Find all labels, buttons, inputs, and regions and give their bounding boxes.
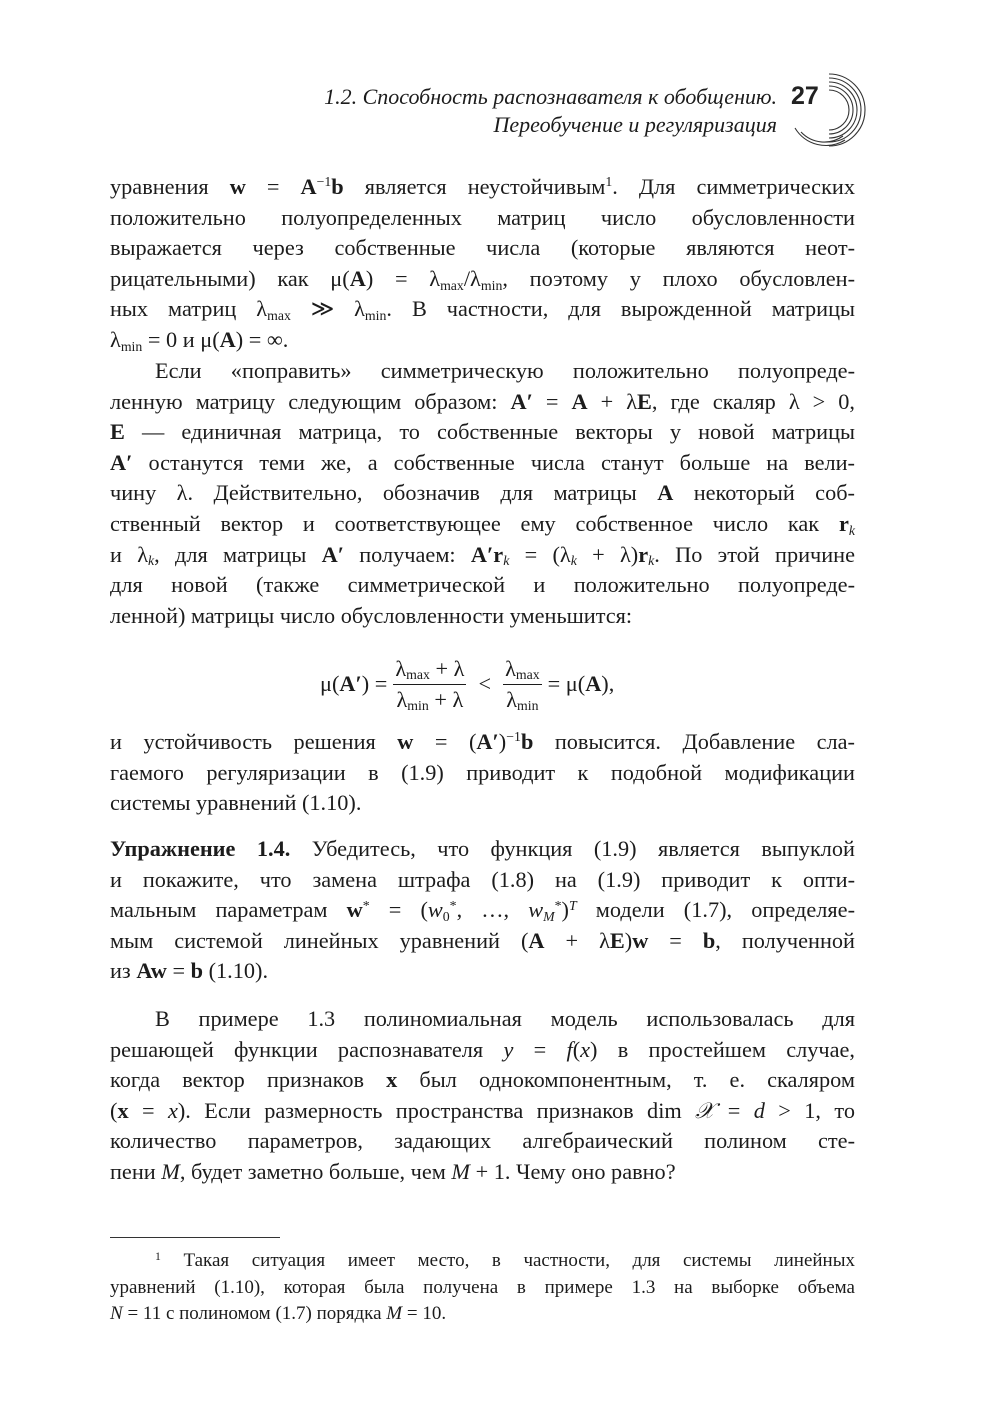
text-line: для новой (также симметрической и положительно полуопреде- xyxy=(110,572,855,598)
text-line: ных матриц $\lambda_{max}$ ≫ $\lambda_{min}$. В частности, для вырожденной матрицы xyxy=(110,296,855,324)
text-line: A′ останутся теми же, а собственные числа станут больше на вели- xyxy=(110,449,855,475)
paragraph-3 xyxy=(110,727,855,819)
text-line: $\lambda_{min} = 0$ и μ(A) = ∞. xyxy=(110,326,289,354)
text-line: Если «поправить» симметрическую положительно полуопреде- xyxy=(155,358,855,383)
text-line: чину λ. Действительно, обозначив для матрицы A некоторый соб- xyxy=(110,480,855,506)
text-line: когда вектор признаков x был однокомпонентным, т. е. скаляром xyxy=(110,1067,855,1093)
formula-lhs: μ(A′) = xyxy=(320,671,388,696)
fraction-2-numerator: $\lambda_{max}$ xyxy=(503,656,542,685)
text-line: Упражнение 1.4. Убедитесь, что функция (1.9) является выпуклой xyxy=(110,836,855,861)
text-line: ленную матрицу следующим образом: A′ = A + λE, где скаляр λ > 0, xyxy=(110,388,855,414)
text-line: положительно полуопределенных матриц число обусловленности xyxy=(110,204,855,230)
text-line: рицательными) как $\mu(A) = \lambda_{max}/\lambda_{min}$, поэтому у плохо обусловлен- xyxy=(110,265,855,293)
paragraph-4 xyxy=(110,1004,855,1188)
text-line: мым системой линейных уравнений (A + λE)w = b, полученной xyxy=(110,927,855,953)
page-number-badge xyxy=(785,70,875,160)
text-line: ственный вектор и соответствующее ему собственное число как $r_k$ xyxy=(110,510,855,538)
text-line: пени M, будет заметно больше, чем M + 1. Чему оно равно? xyxy=(110,1158,676,1184)
text-line: выражается через собственные числа (которые являются неот- xyxy=(110,235,855,261)
header-title-line2: Переобучение и регуляризация xyxy=(493,112,777,137)
footnote-line: N = 11 с полиномом (1.7) порядка M = 10. xyxy=(110,1303,447,1324)
footnote-line: $^1$ Такая ситуация имеет место, в частности, для системы линейных xyxy=(155,1249,855,1271)
text-line: ленной) матрицы число обусловленности уменьшится: xyxy=(110,602,633,628)
paragraph-2 xyxy=(110,356,855,631)
text-line: из Aw = b (1.10). xyxy=(110,958,269,984)
text-line: В примере 1.3 полиномиальная модель использовалась для xyxy=(155,1006,855,1031)
display-formula xyxy=(110,652,855,716)
exercise-block xyxy=(110,834,855,987)
footnote-rule xyxy=(110,1237,280,1238)
text-line: решающей функции распознавателя y = f(x) в простейшем случае, xyxy=(110,1036,855,1062)
text-line: системы уравнений (1.10). xyxy=(110,790,362,816)
footnote-number: 1 xyxy=(155,1249,161,1263)
page-number: 27 xyxy=(791,82,819,110)
header-title-line1: 1.2. Способность распознавателя к обобщению. xyxy=(324,84,777,109)
exercise-title: Упражнение 1.4. xyxy=(110,836,291,861)
less-than-sign: < xyxy=(478,671,492,696)
text-line: и $\lambda_k$, для матрицы A′ получаем: $A'r_k = (\lambda_k + \lambda)r_k$. По этой причине xyxy=(110,541,856,569)
text-line: количество параметров, задающих алгебраический полином сте- xyxy=(110,1128,855,1154)
running-header xyxy=(110,78,855,148)
text-line: гаемого регуляризации в (1.9) приводит к подобной модификации xyxy=(110,759,855,785)
fraction-1-numerator: $\lambda_{max} + \lambda$ xyxy=(393,656,466,685)
text-line: E — единичная матрица, то собственные векторы у новой матрицы xyxy=(110,419,855,445)
fraction-2 xyxy=(503,656,542,713)
formula-rhs: = μ(A), xyxy=(547,671,615,696)
fraction-2-denominator: $\lambda_{min}$ xyxy=(506,686,539,714)
fraction-1-denominator: $\lambda_{min} + \lambda$ xyxy=(396,686,464,714)
text-line: и покажите, что замена штрафа (1.8) на (1.9) приводит к опти- xyxy=(110,866,855,892)
footnote-ref: 1 xyxy=(605,174,613,190)
text-line: (x = x). Если размерность пространства признаков dim 𝒳 = d > 1, то xyxy=(110,1097,855,1123)
fraction-1 xyxy=(393,656,466,713)
footnote-line: уравнений (1.10), которая была получена в примере 1.3 на выборке объема xyxy=(110,1276,855,1298)
text-line: уравнения $w = A^{-1}b$ является неустойчивым$^1$. Для симметрических xyxy=(110,174,855,199)
text-line: и устойчивость решения $w = (A')^{-1}b$ повысится. Добавление сла- xyxy=(110,729,855,754)
footnote xyxy=(110,1248,855,1328)
text-line: мальным параметрам $w^* = (w_0^*$, …, $w_M^*)^T$ модели (1.7), определяе- xyxy=(110,897,855,925)
paragraph-1 xyxy=(110,172,855,356)
